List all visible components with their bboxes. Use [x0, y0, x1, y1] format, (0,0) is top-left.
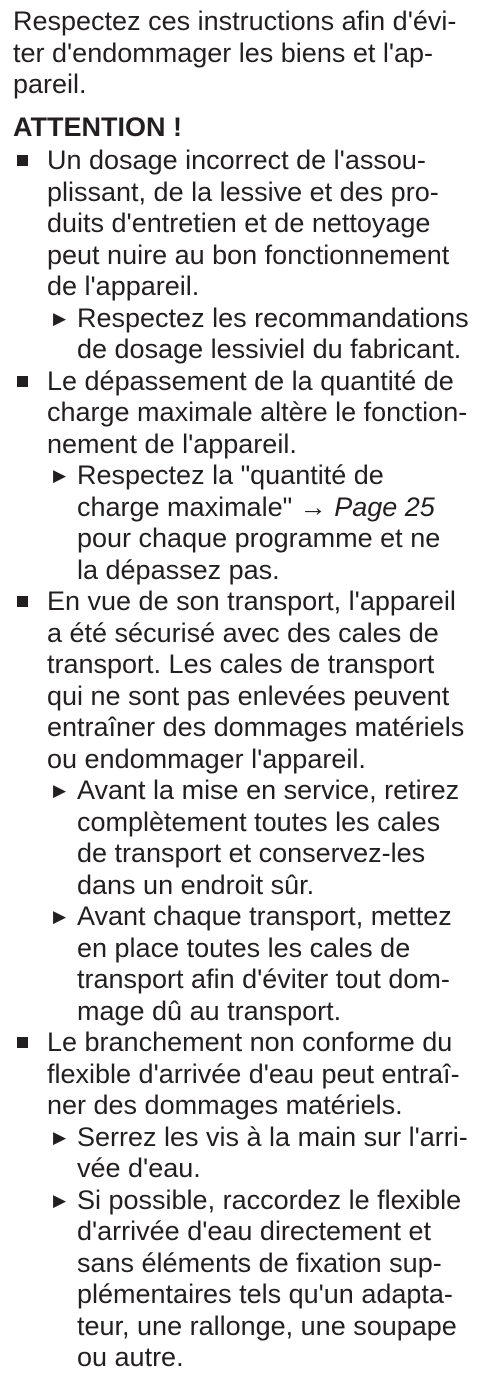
action-text: Respectez les recommandations de dosage lessiviel du fabricant.	[77, 302, 469, 364]
action-step	[47, 303, 493, 366]
square-bullet-icon	[17, 155, 28, 166]
warning-text: Le branchement non conforme du flexible d'arrivée d'eau peut entraî- ner des dommages matériels.	[47, 1027, 460, 1120]
triangle-right-icon: ▶	[53, 1190, 67, 1210]
action-step	[47, 460, 493, 586]
square-bullet-icon	[17, 1037, 28, 1048]
square-bullet-icon	[17, 596, 28, 607]
attention-heading: ATTENTION !	[13, 112, 182, 142]
action-step	[47, 775, 493, 901]
action-text-end: pour chaque programme et ne la dépassez pas.	[77, 523, 441, 585]
warning-item	[13, 1027, 493, 1374]
warning-item	[13, 366, 493, 587]
warning-text: Un dosage incorrect de l'assou- plissant, de la lessive et des pro- duits d'entretien et de nettoyage peut nuire au bon fonctionnement de l'appareil.	[47, 145, 450, 301]
intro-paragraph: Respectez ces instructions afin d'évi- ter d'endommager les biens et l'ap- pareil.	[13, 6, 457, 99]
page-reference-link[interactable]: Page 25	[334, 491, 435, 522]
action-text: Avant la mise en service, retirez complètement toutes les cales de transport et conservez-les dans un endroit sûr.	[77, 775, 460, 900]
action-text: Serrez les vis à la main sur l'arri- vée d'eau.	[77, 1121, 468, 1183]
action-text: Avant chaque transport, mettez en place toutes les cales de transport afin d'éviter tout dom- mage dû au transport.	[77, 901, 452, 1026]
action-text: Si possible, raccordez le flexible d'arrivée d'eau directement et sans éléments de fixation sup- plémentaires tels qu'un adapta- teur, une rallonge, une soupape ou autre.	[77, 1184, 462, 1372]
action-step	[47, 1185, 493, 1374]
warning-text: En vue de son transport, l'appareil a été sécurisé avec des cales de transport. Les cales de transport qui ne sont pas enlevées peuvent entraîner des dommages matériels ou endommager l'appareil.	[47, 586, 465, 774]
action-step	[47, 901, 493, 1027]
triangle-right-icon: ▶	[53, 1127, 67, 1147]
warning-text: Le dépassement de la quantité de charge maximale altère le fonction- nement de l'appareil.	[47, 365, 468, 459]
warning-item	[13, 145, 493, 366]
triangle-right-icon: ▶	[53, 466, 67, 485]
warning-list	[13, 145, 493, 1374]
action-text-start: Respectez la "quantité de charge maximale" →	[77, 460, 384, 522]
action-text	[77, 460, 493, 586]
triangle-right-icon: ▶	[53, 308, 67, 328]
square-bullet-icon	[17, 376, 28, 387]
triangle-right-icon: ▶	[53, 907, 67, 926]
triangle-right-icon: ▶	[53, 781, 67, 800]
action-step	[47, 1122, 493, 1185]
warning-item	[13, 586, 493, 1027]
